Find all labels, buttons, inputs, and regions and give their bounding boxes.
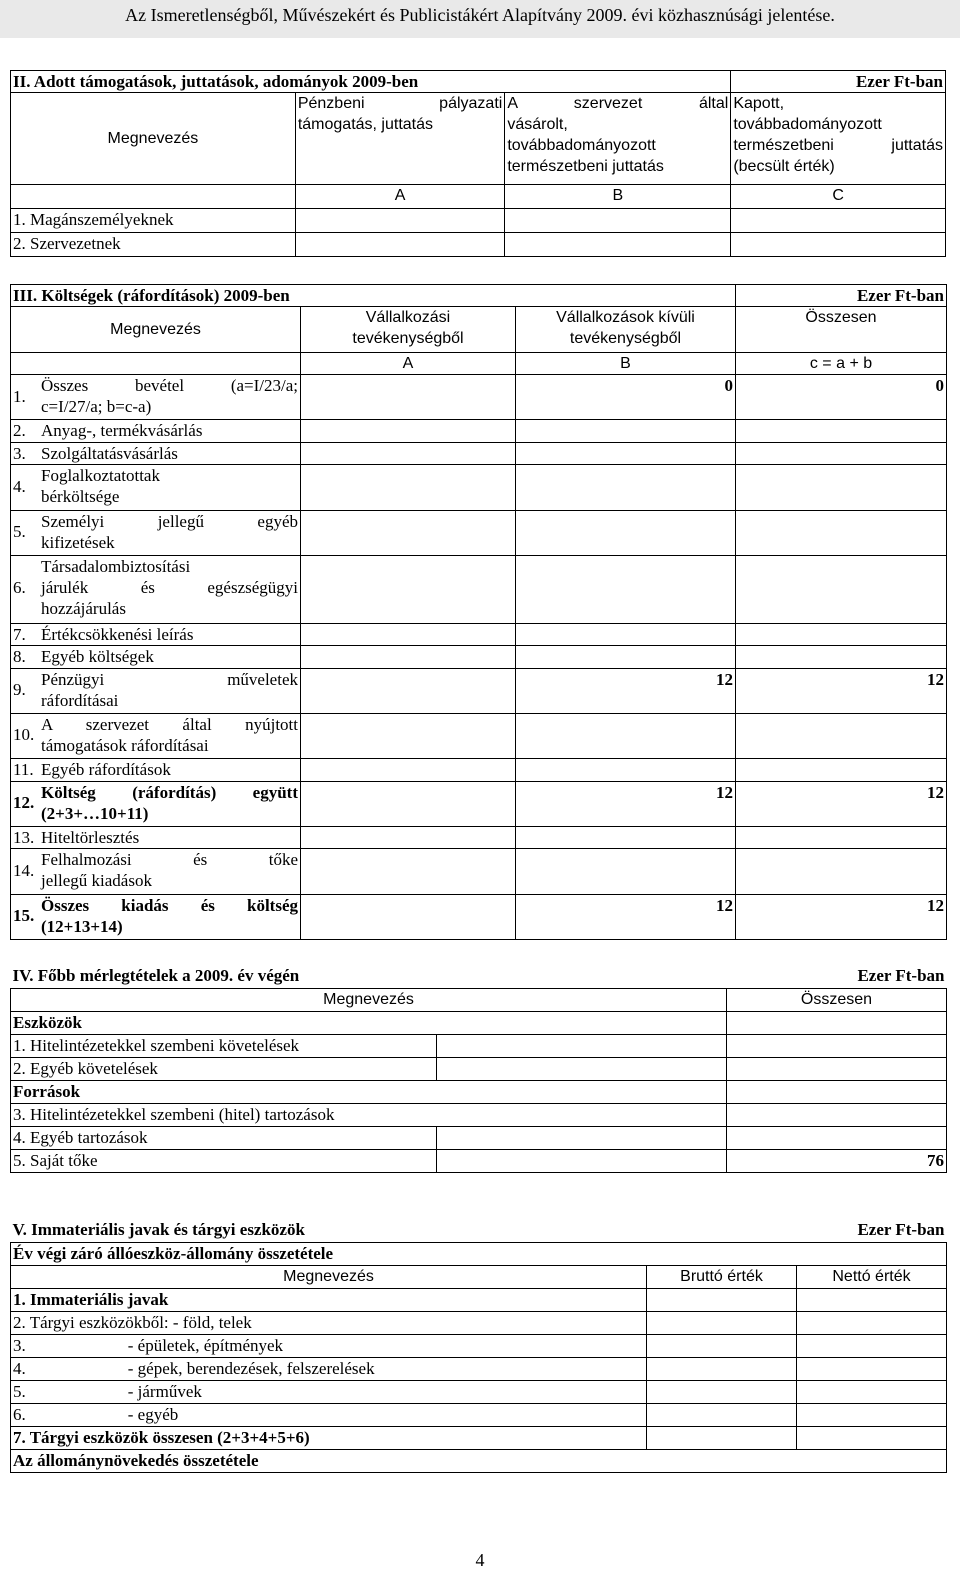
section4-row-4: 4. Egyéb tartozások <box>11 1126 437 1149</box>
section5-table <box>10 1219 947 1473</box>
section3-row-label-line: Pénzügyi műveletek <box>41 669 298 689</box>
section5-row-label: 1. Immateriális javak <box>11 1288 647 1311</box>
section3-row-label-line: Egyéb ráfordítások <box>41 760 171 780</box>
section3-title: III. Költségek (ráfordítások) 2009-ben <box>11 285 736 307</box>
section5-row-label: 3. - épületek, építmények <box>11 1334 647 1357</box>
section5-unit: Ezer Ft-ban <box>857 1220 945 1239</box>
section2-col-a-line1: Pénzbeni pályazati <box>297 95 503 112</box>
section3-row <box>11 646 947 669</box>
section3-row-label-line: bérköltsége <box>41 487 120 507</box>
section3-row-label-line: Egyéb költségek <box>41 647 154 667</box>
section3-row-value-total <box>736 555 947 623</box>
section2-col-c-line1: Kapott, <box>733 95 785 112</box>
section3-row <box>11 781 947 826</box>
section3-col-name: Megnevezés <box>11 307 301 353</box>
page-number: 4 <box>475 1550 485 1570</box>
section4-title: IV. Főbb mérlegtételek a 2009. év végén <box>12 966 300 985</box>
section3-row-value-b <box>516 759 736 782</box>
section3-row-label-line: Összes kiadás és költség <box>41 895 298 915</box>
section3-row-value-total: 12 <box>736 894 947 939</box>
section3-row-value-total <box>736 849 947 894</box>
section3-row-number: 13. <box>13 827 35 847</box>
section3-row-label-line: (2+3+…10+11) <box>41 803 149 823</box>
section3-row-value-total: 0 <box>736 375 947 420</box>
section3-row-number: 6. <box>13 577 26 597</box>
section3-row <box>11 759 947 782</box>
section3-row <box>11 713 947 758</box>
section2-letter-b: B <box>505 185 731 209</box>
section2-letter-a: A <box>295 185 504 209</box>
section3-row-number: 12. <box>13 793 35 813</box>
section2-col-b-line4: természetbeni juttatás <box>507 158 664 175</box>
section4-assets-heading: Eszközök <box>11 1011 727 1034</box>
section5-col-name: Megnevezés <box>11 1265 647 1288</box>
section5-title: V. Immateriális javak és tárgyi eszközök <box>12 1220 305 1239</box>
section3-row-number: 9. <box>13 680 26 700</box>
section3-row-number: 8. <box>13 647 26 667</box>
section3-row-value-b: 0 <box>516 375 736 420</box>
section3-row-value-total: 12 <box>736 781 947 826</box>
section3-row-value-b <box>516 510 736 555</box>
section4-sources-heading: Források <box>11 1080 727 1103</box>
section4-table <box>10 965 947 1173</box>
section5-row-label: 7. Tárgyi eszközök összesen (2+3+4+5+6) <box>11 1426 647 1449</box>
section3-row-label-line: Hiteltörlesztés <box>41 827 140 847</box>
section2-letter-c: C <box>731 185 946 209</box>
section3-row <box>11 420 947 443</box>
section2-title: II. Adott támogatások, juttatások, adományok 2009-ben <box>11 71 731 93</box>
section5-row-label: 2. Tárgyi eszközökből: - föld, telek <box>11 1311 647 1334</box>
section3-row-label-line: Foglalkoztatottak <box>41 466 160 486</box>
section5-subtitle: Év végi záró állóeszköz-állomány összetétele <box>11 1242 947 1265</box>
section3-row <box>11 375 947 420</box>
section3-row <box>11 465 947 510</box>
section3-row-value-b <box>516 420 736 443</box>
section2-col-name: Megnevezés <box>11 93 296 185</box>
section5-row <box>11 1311 947 1334</box>
section2-unit: Ezer Ft-ban <box>731 71 946 93</box>
section3-row <box>11 442 947 465</box>
section3-row-value-b <box>516 555 736 623</box>
section5-row <box>11 1357 947 1380</box>
section3-table <box>10 284 947 940</box>
section3-row-value-b <box>516 442 736 465</box>
section3-row-label-line: Költség (ráfordítás) együtt <box>41 782 298 802</box>
section3-row-value-b <box>516 646 736 669</box>
section3-row-label-line: Személyi jellegű egyéb <box>41 511 298 531</box>
document-header <box>0 0 960 38</box>
section3-row-value-b <box>516 623 736 646</box>
section2-row-2: 2. Szervezetnek <box>11 233 296 257</box>
section5-col-gross: Bruttó érték <box>647 1265 797 1288</box>
section2-col-b-line1: A szervezet által <box>507 95 729 112</box>
section3-row-label-line: jellegű kiadások <box>41 871 152 891</box>
section3-row-label-line: ráfordításai <box>41 690 119 710</box>
section3-row <box>11 623 947 646</box>
section3-col-total: Összesen <box>736 307 947 353</box>
section5-row <box>11 1334 947 1357</box>
section3-row-number: 5. <box>13 522 26 542</box>
section3-row-value-b: 12 <box>516 894 736 939</box>
section2-row-1: 1. Magánszemélyeknek <box>11 209 296 233</box>
section3-row-number: 14. <box>13 860 35 880</box>
section3-col-a-line1: Vállalkozási <box>365 309 451 326</box>
section3-row-value-b: 12 <box>516 668 736 713</box>
section3-col-a-line2: tevékenységből <box>352 330 464 347</box>
section5-row-label: 5. - járművek <box>11 1380 647 1403</box>
section3-col-b-line1: Vállalkozások kívüli <box>556 309 695 326</box>
section4-col-total: Összesen <box>727 988 947 1011</box>
section3-row-number: 3. <box>13 443 26 463</box>
section3-row-label-line: Értékcsökkenési leírás <box>41 624 194 644</box>
section3-row-value-total <box>736 623 947 646</box>
section4-row-1: 1. Hitelintézetekkel szembeni követelések <box>11 1034 437 1057</box>
section3-row-value-b: 12 <box>516 781 736 826</box>
section3-row-value-b <box>516 826 736 849</box>
section5-row-label: 6. - egyéb <box>11 1403 647 1426</box>
section3-letter-c: c = a + b <box>736 353 947 375</box>
section2-col-a-line2: támogatás, juttatás <box>297 116 434 133</box>
section3-row-value-b <box>516 465 736 510</box>
section3-row-number: 2. <box>13 421 26 441</box>
section3-unit: Ezer Ft-ban <box>736 285 947 307</box>
section3-row-value-b <box>516 713 736 758</box>
section5-row <box>11 1403 947 1426</box>
section3-row-label-line: járulék és egészségügyi <box>41 577 298 597</box>
section2-col-c-line4: (becsült érték) <box>733 158 835 175</box>
section3-row-number: 4. <box>13 476 26 496</box>
section5-row <box>11 1380 947 1403</box>
section3-row-value-total <box>736 759 947 782</box>
section5-footer: Az állománynövekedés összetétele <box>11 1449 947 1472</box>
section2-col-b-line2: vásárolt, <box>507 116 568 133</box>
section3-row-number: 7. <box>13 624 26 644</box>
section3-row-label-line: A szervezet által nyújtott <box>41 714 298 734</box>
section3-row <box>11 668 947 713</box>
section5-row <box>11 1426 947 1449</box>
section3-row-value-total <box>736 442 947 465</box>
section3-row-label-line: kifizetések <box>41 532 115 552</box>
section4-row-2: 2. Egyéb követelések <box>11 1057 437 1080</box>
section3-row <box>11 894 947 939</box>
section5-row <box>11 1288 947 1311</box>
section3-letter-a: A <box>301 353 516 375</box>
section3-row-label-line: hozzájárulás <box>41 598 126 618</box>
section2-col-c-line2: továbbadományozott <box>733 116 882 133</box>
section3-row-label-line: Szolgáltatásvásárlás <box>41 443 178 463</box>
section5-row-label: 4. - gépek, berendezések, felszerelések <box>11 1357 647 1380</box>
section3-row-label-line: Összes bevétel (a=I/23/a; <box>41 376 298 395</box>
section5-col-net: Nettó érték <box>797 1265 947 1288</box>
section3-row-label-line: támogatások ráfordításai <box>41 735 209 755</box>
section3-row-label-line: Anyag-, termékvásárlás <box>41 421 203 441</box>
section2-col-b-line3: továbbadományozott <box>507 137 656 154</box>
section2-col-c-line3: természetbeni juttatás <box>733 137 943 154</box>
section4-col-name: Megnevezés <box>11 988 727 1011</box>
section3-row-value-total <box>736 826 947 849</box>
section3-row-value-total <box>736 713 947 758</box>
section3-row <box>11 826 947 849</box>
section3-row-value-b <box>516 849 736 894</box>
section3-row-number: 15. <box>13 906 35 926</box>
section3-row-number: 11. <box>13 760 34 780</box>
section4-unit: Ezer Ft-ban <box>857 966 945 985</box>
section3-row <box>11 849 947 894</box>
header-title: Az Ismeretlenségből, Művészekért és Publicistákért Alapítvány 2009. évi közhasznúsági jelentése. <box>125 5 835 25</box>
section4-row-5-value: 76 <box>727 1149 947 1172</box>
section3-row-value-total <box>736 510 947 555</box>
section3-row-value-total: 12 <box>736 668 947 713</box>
section2-table <box>10 70 946 257</box>
section3-row <box>11 510 947 555</box>
section3-row-value-total <box>736 646 947 669</box>
section3-letter-b: B <box>516 353 736 375</box>
section3-row-label-line: c=I/27/a; b=c-a) <box>41 397 152 416</box>
section3-row-value-total <box>736 465 947 510</box>
section3-row-number: 10. <box>13 725 35 745</box>
section3-row-label-line: Felhalmozási és tőke <box>41 850 298 870</box>
section3-row-value-total <box>736 420 947 443</box>
section3-row-label-line: (12+13+14) <box>41 916 123 936</box>
section3-row <box>11 555 947 623</box>
section3-row-label-line: Társadalombiztosítási <box>41 556 191 576</box>
section4-row-5: 5. Saját tőke <box>11 1149 437 1172</box>
section3-col-b-line2: tevékenységből <box>569 330 682 347</box>
section4-row-3: 3. Hitelintézetekkel szembeni (hitel) tartozások <box>11 1103 727 1126</box>
section3-row-number: 1. <box>13 386 26 406</box>
